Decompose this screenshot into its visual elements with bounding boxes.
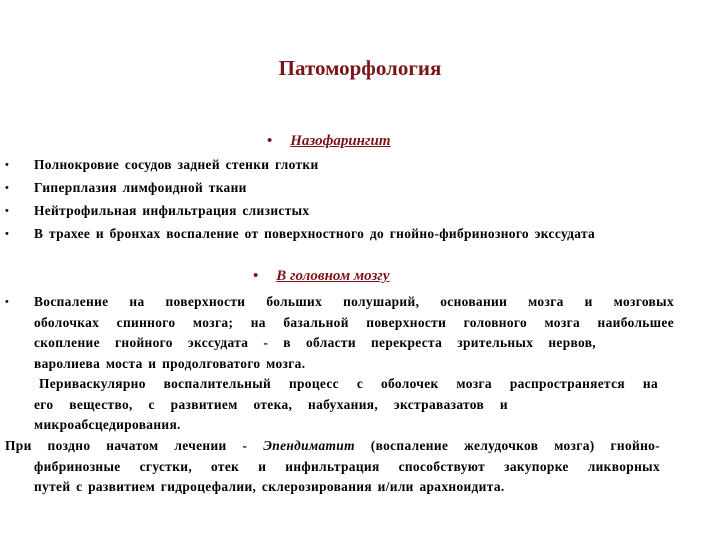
paragraph-line: микроабсцедирования. <box>34 417 181 432</box>
paragraph-line: его вещество, с развитием отека, набухания, экстравазатов и <box>34 396 508 412</box>
paragraph-rest: (воспаление желудочков мозга) гнойно- <box>354 438 660 453</box>
slide-title: Патоморфология <box>278 56 442 80</box>
bullet-icon: • <box>5 182 10 194</box>
heading-bullet: • <box>253 268 259 284</box>
list-item-text: Гиперплазия лимфоидной ткани <box>34 180 247 195</box>
paragraph-late-treatment <box>5 436 660 498</box>
bullet-icon: • <box>5 205 10 217</box>
bullet-icon: • <box>5 296 10 308</box>
section-heading-brain <box>253 268 390 285</box>
paragraph-line: оболочках спинного мозга; на базальной поверхности головного мозга наибольшее <box>34 314 674 330</box>
paragraph-line: скопление гнойного экссудата - в области перекреста зрительных нервов, <box>34 335 596 350</box>
list-item-text: Нейтрофильная инфильтрация слизистых <box>34 203 310 218</box>
heading-bullet: • <box>267 133 273 149</box>
list-item-text: В трахее и бронхах воспаление от поверхностного до гнойно-фибринозного экссудата <box>34 226 596 241</box>
list-item <box>5 178 655 199</box>
term-ependymatitis: Эпендиматит <box>263 438 355 453</box>
section-heading-nasopharyngitis <box>267 133 391 150</box>
heading-text: Назофарингит <box>290 133 391 149</box>
paragraph-line: путей с развитием гидроцефалии, склерозирования и/или арахноидита. <box>34 479 505 494</box>
paragraph-first-line <box>5 436 660 457</box>
paragraph-lines <box>34 292 674 374</box>
paragraph-perivascular <box>34 374 658 436</box>
list-item-text: Полнокровие сосудов задней стенки глотки <box>34 157 319 172</box>
paragraph-line: варолиева моста и продолговатого мозга. <box>34 355 306 371</box>
list-item <box>5 201 655 222</box>
list-item <box>5 155 655 176</box>
paragraph-line: Воспаление на поверхности больших полушарий, основании мозга и мозговых <box>34 294 674 309</box>
list-item <box>5 224 620 243</box>
paragraph-lead: При поздно начатом лечении - <box>5 438 264 453</box>
bullet-icon: • <box>5 228 10 240</box>
paragraph-line: Периваскулярно воспалительный процесс с оболочек мозга распространяется на <box>39 376 658 391</box>
heading-text: В головном мозгу <box>276 268 390 284</box>
paragraph-line: фибринозные сгустки, отек и инфильтрация способствуют закупорке ликворных <box>34 458 660 474</box>
bullet-icon: • <box>5 159 10 171</box>
paragraph-brain-inflammation <box>5 292 674 374</box>
